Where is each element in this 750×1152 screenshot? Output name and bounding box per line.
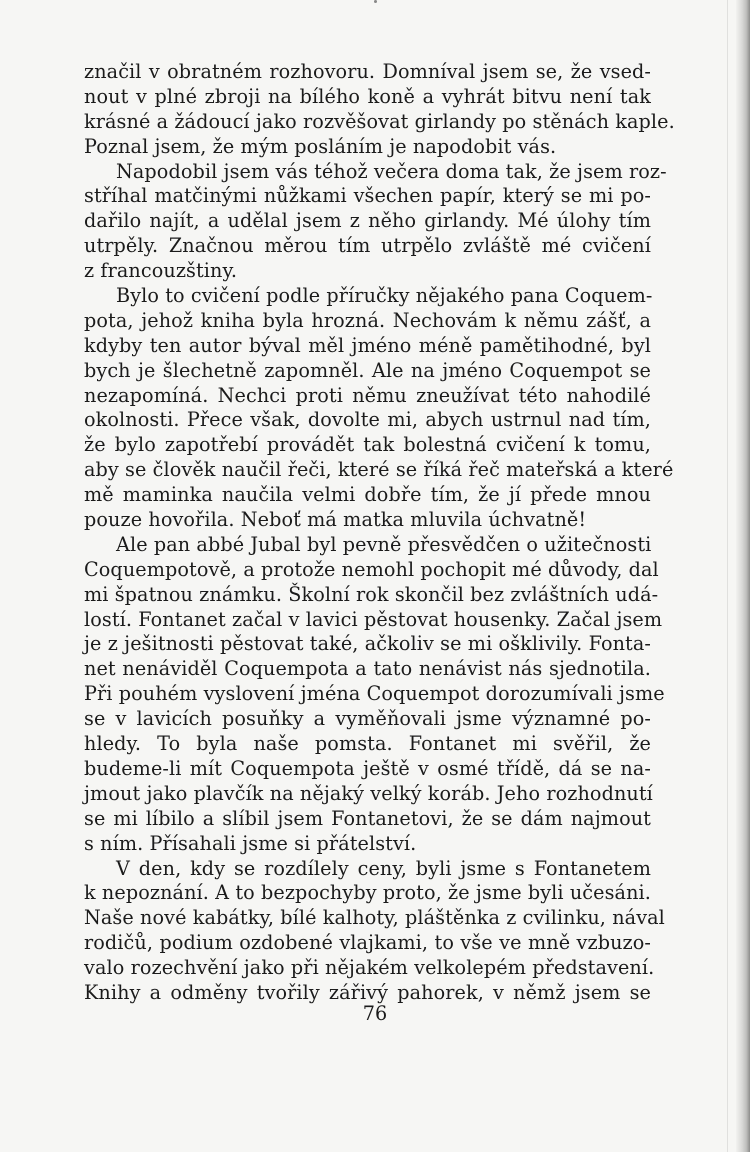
paragraph-start-line: Napodobil jsem vás téhož večera doma tak, že jsem roz- (116, 159, 667, 183)
text-line: Knihy a odměny tvořily zářivý pahorek, v němž jsem se (84, 980, 651, 1004)
body-text (84, 60, 675, 1006)
text-line: Coquempotově, a protože nemohl pochopit mé důvody, dal (84, 557, 659, 581)
text-line: net nenáviděl Coquempota a tato nenávist nás sjednotila. (84, 657, 651, 681)
text-line: mi špatnou známku. Školní rok skončil bez zvláštních udá- (84, 582, 659, 606)
text-line: že bylo zapotřebí provádět tak bolestná cvičení k tomu, (84, 433, 651, 457)
text-line: budeme-li mít Coquempota ještě v osmé třídě, dá se na- (84, 756, 651, 780)
text-line: aby se člověk naučil řeči, které se říká řeč mateřská a které (84, 458, 674, 482)
text-line: Poznal jsem, že mým posláním je napodobit vás. (84, 134, 557, 158)
text-line: Při pouhém vyslovení jména Coquempot dorozumívali jsme (84, 682, 665, 706)
text-line: nezapomíná. Nechci proti němu zneužívat této nahodilé (84, 383, 651, 407)
text-line: utrpěly. Značnou měrou tím utrpělo zvláště mé cvičení (84, 234, 651, 258)
text-line: Naše nové kabátky, bílé kalhoty, pláštěnka z cvilinku, nával (84, 906, 665, 930)
text-line: se v lavicích posuňky a vyměňovali jsme významné po- (84, 707, 651, 731)
text-line: okolnosti. Přece však, dovolte mi, abych ustrnul nad tím, (84, 408, 651, 432)
text-line: hledy. To byla naše pomsta. Fontanet mi svěřil, že (84, 732, 651, 756)
text-line: rodičů, podium ozdobené vlajkami, to vše ve mně vzbuzo- (84, 931, 651, 955)
text-line: pota, jehož kniha byla hrozná. Nechovám k němu zášť, a (84, 308, 651, 332)
text-line: z francouzštiny. (84, 259, 238, 283)
text-line: s ním. Přísahali jsme si přátelství. (84, 831, 417, 855)
paragraph-start-line: Bylo to cvičení podle příručky nějakého pana Coquem- (116, 284, 653, 308)
text-line: dařilo najít, a udělal jsem z něho girlandy. Mé úlohy tím (84, 209, 651, 233)
text-line: se mi líbilo a slíbil jsem Fontanetovi, že se dám najmout (84, 806, 651, 830)
paragraph-start-line: V den, kdy se rozdílely ceny, byli jsme s Fontanetem (116, 856, 651, 880)
paragraph-start-line: Ale pan abbé Jubal byl pevně přesvědčen o užitečnosti (116, 532, 652, 556)
page-fold-line (727, 0, 728, 1152)
text-line: mě maminka naučila velmi dobře tím, že jí přede mnou (84, 483, 651, 507)
text-line: je z ješitnosti pěstovat také, ačkoliv se mi ošklivily. Fonta- (84, 632, 651, 656)
text-line: jmout jako plavčík na nějaký velký koráb. Jeho rozhodnutí (84, 781, 653, 805)
scan-speck (374, 0, 377, 3)
text-line: nout v plné zbroji na bílého koně a vyhrát bitvu není tak (84, 84, 651, 108)
binding-shadow (736, 0, 750, 1152)
text-line: stříhal matčinými nůžkami všechen papír, který se mi po- (84, 184, 651, 208)
text-line: k nepoznání. A to bezpochyby proto, že jsme byli učesáni. (84, 881, 651, 905)
text-line: bych je šlechetně zapomněl. Ale na jméno Coquempot se (84, 358, 651, 382)
text-line: pouze hovořila. Neboť má matka mluvila úchvatně! (84, 508, 587, 532)
text-line: valo rozechvění jako při nějakém velkolepém představení. (84, 956, 655, 980)
text-line: lostí. Fontanet začal v lavici pěstovat housenky. Začal jsem (84, 607, 663, 631)
text-line: kdyby ten autor býval měl jméno méně pamětihodné, byl (84, 333, 651, 357)
text-line: krásné a žádoucí jako rozvěšovat girlandy po stěnách kaple. (84, 109, 675, 133)
text-line: značil v obratném rozhovoru. Domníval jsem se, že vsed- (84, 60, 651, 83)
page-number: 76 (362, 1002, 388, 1025)
